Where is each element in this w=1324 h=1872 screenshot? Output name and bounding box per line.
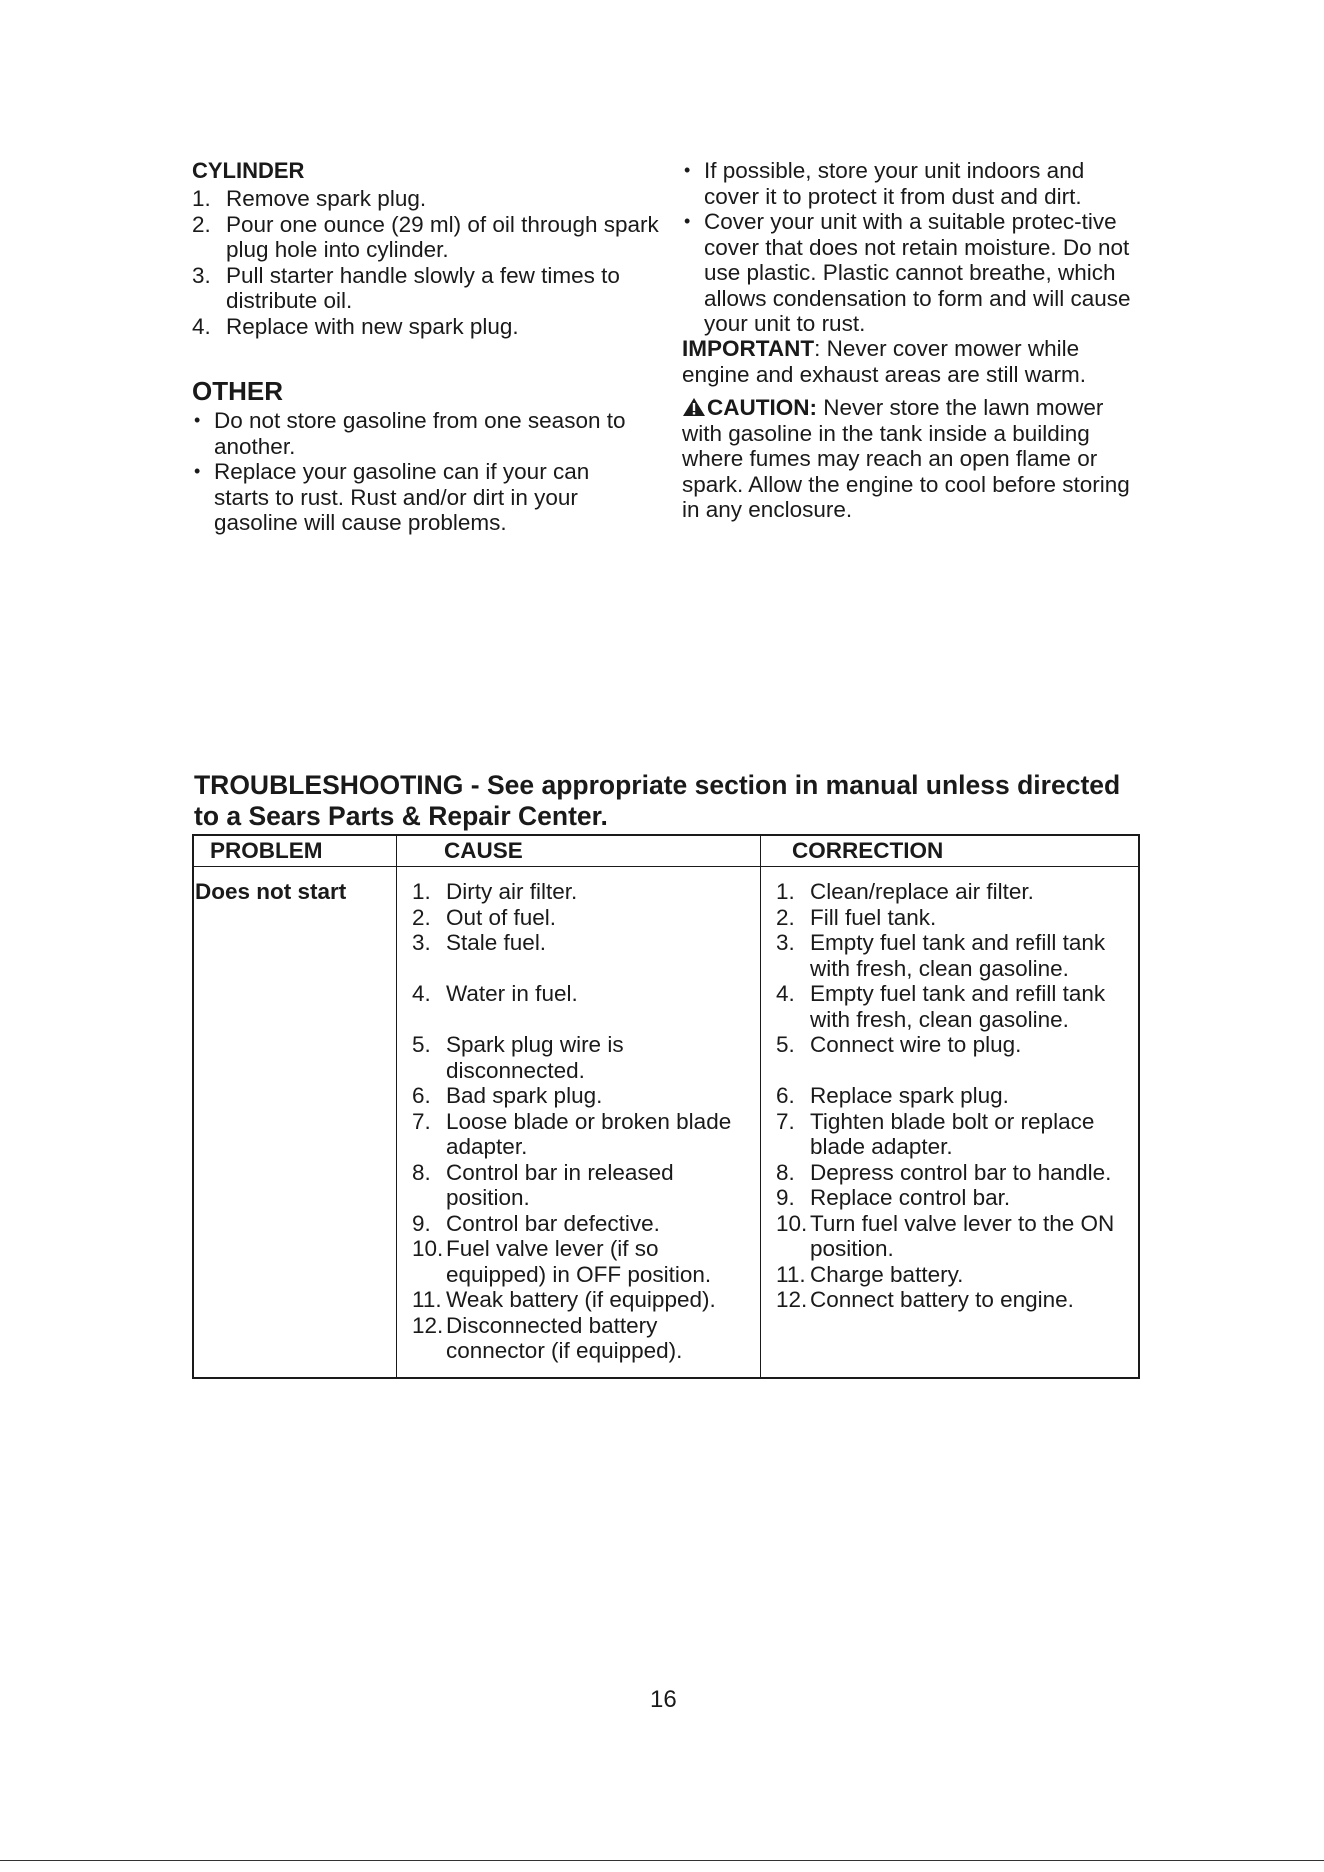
list-item: • Cover your unit with a suitable protec-tive cover that does not retain moisture. Do not use plastic. Plastic cannot breathe, which allows condensation to form and will cause your unit to rust. — [682, 209, 1144, 337]
list-item: 4. Replace with new spark plug. — [192, 313, 519, 339]
list-item: • If possible, store your unit indoors and cover it to protect it from dust and dirt. — [682, 158, 1144, 209]
table-row: 9. Control bar defective. — [412, 1210, 660, 1236]
table-row: 11. Weak battery (if equipped). — [412, 1287, 716, 1312]
column-header-problem: PROBLEM — [210, 838, 323, 863]
important-note — [682, 336, 1144, 387]
table-row: 6. Bad spark plug. — [412, 1083, 603, 1108]
table-row: 4. Water in fuel. — [412, 981, 578, 1006]
list-item: • Do not store gasoline from one season to another. — [192, 408, 644, 459]
table-row: 2. Out of fuel. — [412, 904, 557, 930]
column-header-cause: CAUSE — [444, 838, 523, 863]
corrections-list — [776, 879, 1136, 1313]
table-row: 1. Clean/replace air filter. — [776, 879, 1034, 904]
other-heading: OTHER — [192, 376, 283, 406]
cylinder-heading: CYLINDER — [192, 158, 305, 183]
table-row: 2. Fill fuel tank. — [776, 904, 937, 930]
causes-list — [412, 879, 752, 1364]
caution-text: Never store the lawn mower with gasoline in the tank inside a building where fumes may reach an open flame or spark. Allow the engine to cool before storing in any enclosure. — [682, 395, 1130, 522]
caution-note — [682, 395, 1144, 523]
troubleshooting-heading: TROUBLESHOOTING - See appropriate section in manual unless directed to a Sears Parts & Repair Center. — [194, 770, 1121, 831]
table-row: 6. Replace spark plug. — [776, 1083, 1009, 1108]
table-row: 8. Depress control bar to handle. — [776, 1159, 1112, 1185]
table-row: 4. Empty fuel tank and refill tank with fresh, clean gasoline. — [776, 981, 1106, 1032]
caution-label: CAUTION: — [707, 395, 817, 420]
table-row: 12. Disconnected battery connector (if equipped). — [412, 1312, 683, 1363]
storage-bullets — [682, 158, 1144, 337]
page-number: 16 — [650, 1686, 677, 1713]
table-row: 9. Replace control bar. — [776, 1185, 1011, 1210]
bottom-edge-line — [0, 1860, 1324, 1861]
table-row: 8. Control bar in released position. — [412, 1159, 674, 1210]
other-bullets — [192, 408, 644, 536]
list-item: 1. Remove spark plug. — [192, 186, 427, 211]
column-header-correction: CORRECTION — [792, 838, 944, 863]
column-divider — [760, 836, 761, 1377]
list-item: 2. Pour one ounce (29 ml) of oil through spark plug hole into cylinder. — [192, 211, 659, 262]
table-row: 7. Tighten blade bolt or replace blade adapter. — [776, 1108, 1095, 1159]
list-item: • Replace your gasoline can if your can starts to rust. Rust and/or dirt in your gasoline will cause problems. — [192, 459, 644, 536]
table-row: 7. Loose blade or broken blade adapter. — [412, 1108, 732, 1159]
caution-triangle-icon — [682, 397, 706, 417]
table-row: 10. Fuel valve lever (if so equipped) in OFF position. — [412, 1236, 712, 1287]
table-row: 12. Connect battery to engine. — [776, 1287, 1074, 1312]
table-row: 3. Stale fuel. — [412, 930, 547, 955]
list-item: 3. Pull starter handle slowly a few times to distribute oil. — [192, 262, 620, 313]
table-row: 10. Turn fuel valve lever to the ON position. — [776, 1210, 1115, 1261]
table-row: 3. Empty fuel tank and refill tank with fresh, clean gasoline. — [776, 930, 1106, 981]
table-row: 5. Connect wire to plug. — [776, 1032, 1022, 1057]
table-row: 5. Spark plug wire is disconnected. — [412, 1032, 624, 1083]
header-divider — [194, 866, 1138, 867]
column-divider — [396, 836, 397, 1377]
important-label: IMPORTANT — [682, 336, 815, 361]
table-row: 1. Dirty air filter. — [412, 879, 578, 904]
troubleshooting-table — [192, 834, 1140, 1379]
table-row: 11. Charge battery. — [776, 1261, 964, 1287]
cylinder-steps — [192, 186, 662, 339]
important-text: : Never cover mower while engine and exhaust areas are still warm. — [682, 336, 1086, 387]
problem-cell: Does not start — [195, 879, 347, 904]
